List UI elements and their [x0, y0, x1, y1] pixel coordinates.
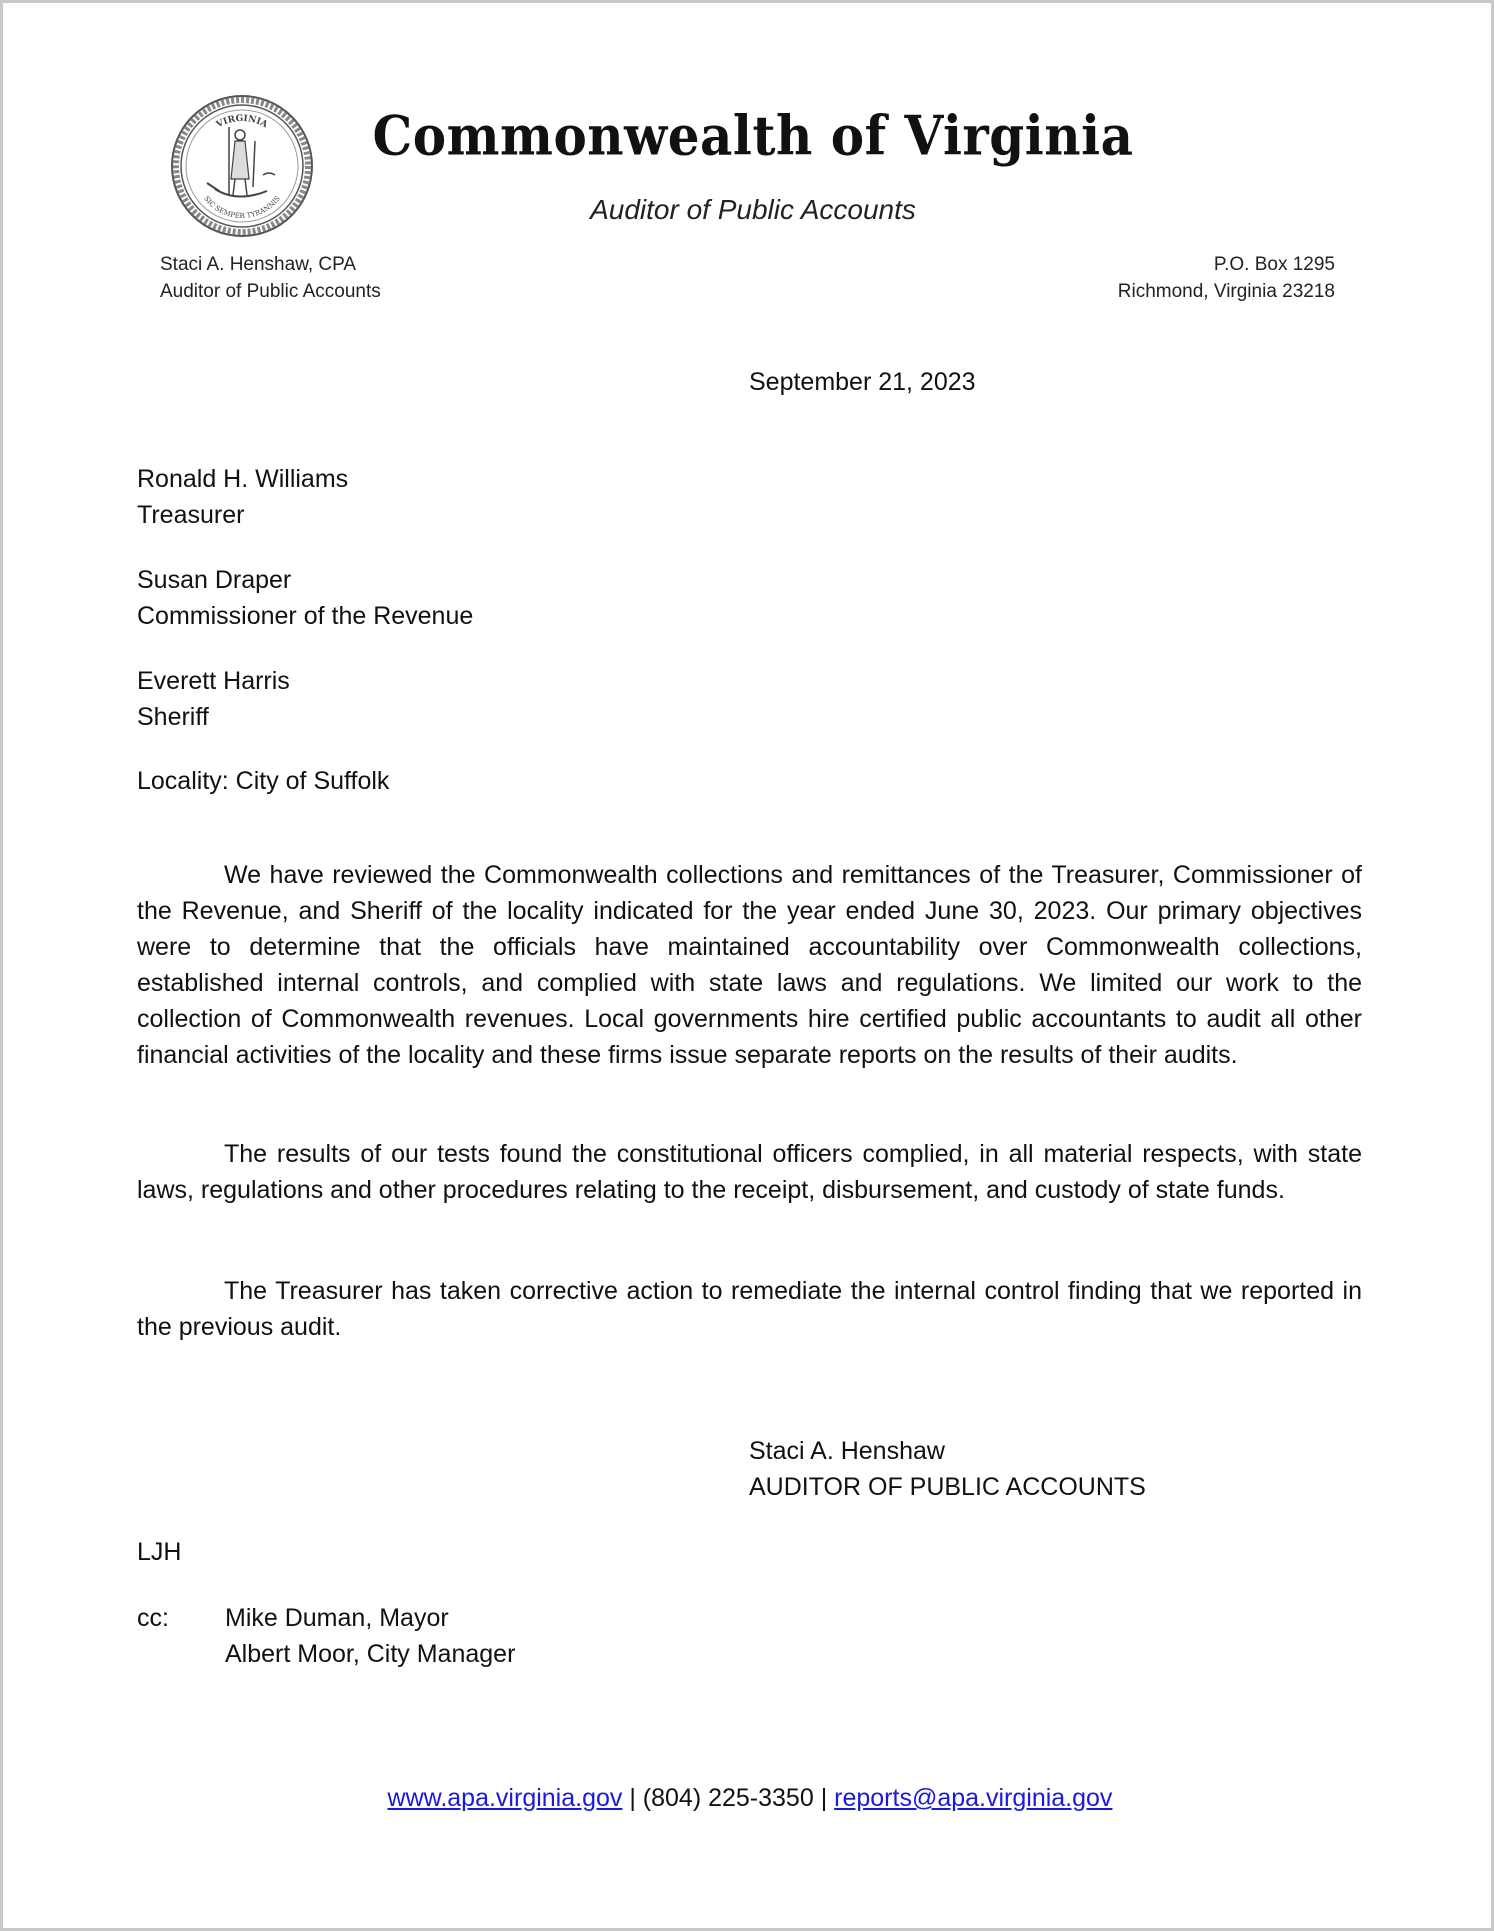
addressee-title: Treasurer	[137, 501, 245, 529]
addressee-name: Ronald H. Williams	[137, 465, 349, 493]
letterhead-subtitle: Auditor of Public Accounts	[590, 194, 916, 225]
phone-number: (804) 225-3350	[642, 1784, 814, 1812]
footer-contact	[3, 1780, 1494, 1816]
website-link[interactable]: www.apa.virginia.gov	[387, 1784, 623, 1812]
cc-recipient: Albert Moor, City Manager	[225, 1640, 516, 1668]
letterhead-title: Commonwealth of Virginia	[372, 103, 1134, 168]
cc-recipients	[225, 1600, 515, 1672]
cc-recipient: Mike Duman, Mayor	[225, 1604, 449, 1632]
virginia-seal-icon	[167, 91, 317, 241]
body-paragraph	[137, 1273, 1362, 1345]
body-paragraph	[137, 857, 1362, 1073]
signature-block	[749, 1433, 1146, 1505]
typist-initials: LJH	[137, 1538, 182, 1566]
signer-name: Staci A. Henshaw	[749, 1437, 945, 1465]
addressee-name: Everett Harris	[137, 667, 290, 695]
po-box: P.O. Box 1295	[1213, 254, 1335, 275]
email-link[interactable]: reports@apa.virginia.gov	[834, 1784, 1113, 1812]
auditor-contact-block	[160, 251, 381, 305]
seal-top-text: VIRGINIA	[214, 113, 270, 131]
mailing-address-block	[1118, 251, 1335, 305]
cc-label: cc:	[137, 1604, 169, 1632]
footer-separator: |	[813, 1784, 835, 1812]
paragraph-text: We have reviewed the Commonwealth collections and remittances of the Treasurer, Commissioner of the Revenue, and Sheriff of the locality indicated for the year ended June 30, 2023. Our primary objectives were to determine that the officials have maintained accountability over Commonwealth collections, established internal controls, and complied with state laws and regulations. We limited our work to the collection of Commonwealth revenues. Local governments hire certified public accountants to audit all other financial activities of the locality and these firms issue separate reports on the results of their audits.	[137, 861, 1362, 1069]
addressee	[137, 663, 290, 735]
addressee	[137, 461, 348, 533]
letter-date: September 21, 2023	[749, 368, 976, 396]
addressee	[137, 562, 473, 634]
city-state-zip: Richmond, Virginia 23218	[1117, 281, 1335, 302]
paragraph-text: The Treasurer has taken corrective action to remediate the internal control finding that we reported in the previous audit.	[137, 1277, 1362, 1341]
auditor-office: Auditor of Public Accounts	[160, 281, 381, 302]
paragraph-text: The results of our tests found the constitutional officers complied, in all material respects, with state laws, regulations and other procedures relating to the receipt, disbursement, and custody of state funds.	[137, 1140, 1362, 1204]
addressee-name: Susan Draper	[137, 566, 292, 594]
body-paragraph	[137, 1136, 1362, 1208]
auditor-name: Staci A. Henshaw, CPA	[160, 254, 357, 275]
locality-line: Locality: City of Suffolk	[137, 767, 390, 795]
seal-bottom-text: SIC SEMPER TYRANNIS	[202, 194, 282, 221]
signer-title: AUDITOR OF PUBLIC ACCOUNTS	[749, 1473, 1146, 1501]
footer-separator: |	[622, 1784, 643, 1812]
addressee-title: Sheriff	[137, 703, 209, 731]
addressee-title: Commissioner of the Revenue	[137, 602, 474, 630]
